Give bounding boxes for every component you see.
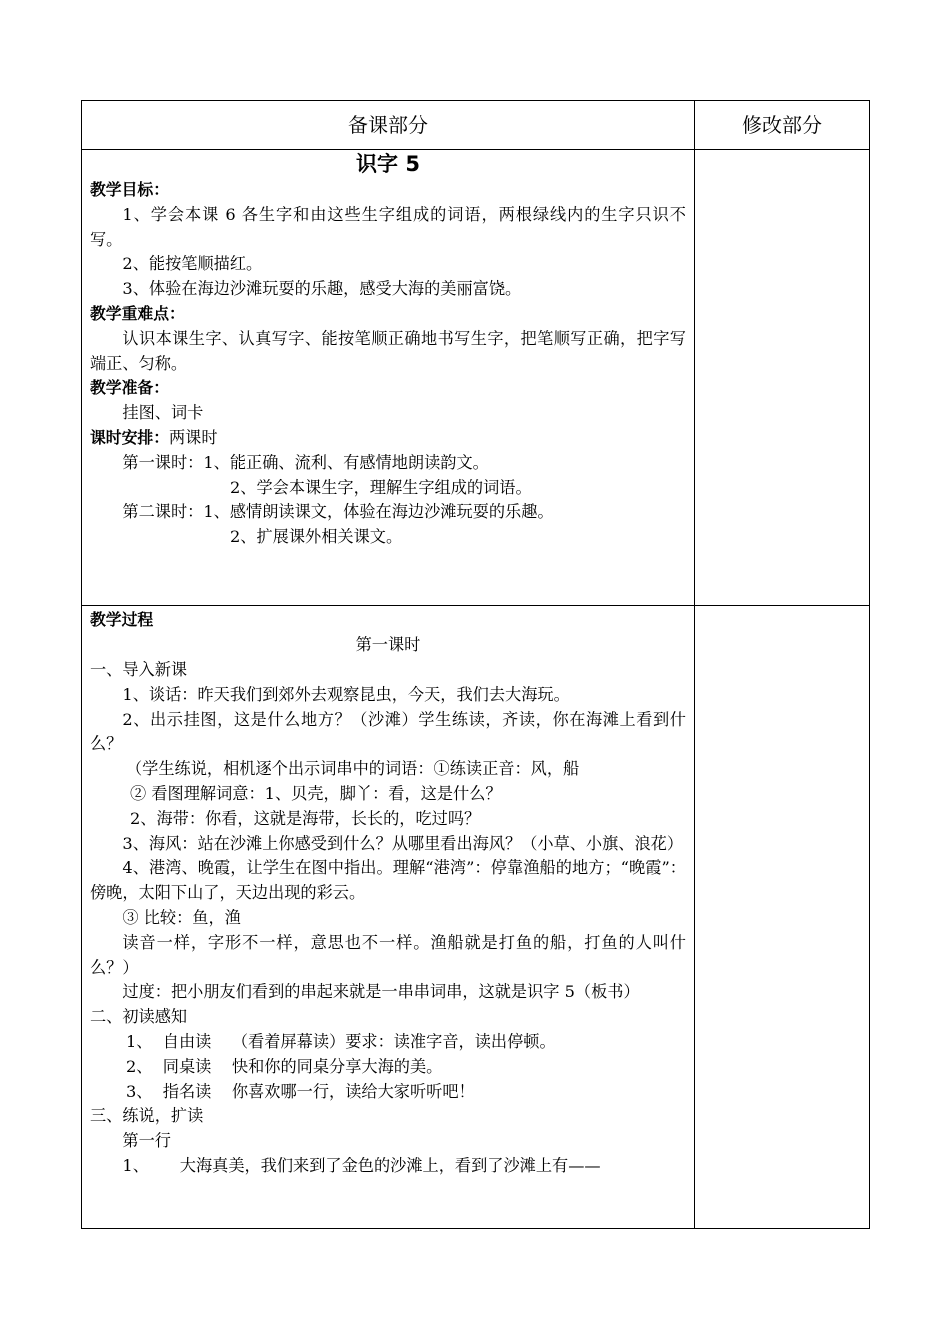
header-row	[82, 101, 870, 150]
lesson-title: 识字 5	[356, 152, 420, 177]
lesson2-goal-a: 第二课时：1、感情朗读课文，体验在海边沙滩玩耍的乐趣。	[122, 502, 554, 522]
process-row	[82, 606, 870, 1229]
part1-heading: 一、导入新课	[90, 660, 188, 680]
para-7: 4、港湾、晚霞，让学生在图中指出。理解“港湾”：停靠渔船的地方；“晚霞”：傍晚，太阳下山了，天边出现的彩云。	[90, 858, 686, 903]
header-main-cell	[82, 101, 695, 150]
para-6: 3、海风：站在沙滩上你感受到什么？从哪里看出海风？（小草、小旗、浪花）	[122, 833, 684, 853]
schedule-heading: 课时安排：	[90, 428, 169, 447]
prep-text: 挂图、词卡	[122, 403, 204, 423]
para-1: 1、谈话：昨天我们到郊外去观察昆虫，今天，我们去大海玩。	[122, 684, 570, 704]
header-side-cell	[695, 101, 870, 150]
objectives-cell	[82, 150, 695, 606]
prep-heading: 教学准备：	[90, 378, 169, 398]
lesson1-goal-a: 第一课时：1、能正确、流利、有感情地朗读韵文。	[122, 452, 489, 472]
schedule-value: 两课时	[169, 428, 218, 447]
line-one-label: 第一行	[122, 1131, 171, 1151]
process-heading: 教学过程	[90, 610, 154, 630]
schedule-line	[90, 426, 686, 451]
goals-heading: 教学目标：	[90, 180, 169, 200]
process-cell	[82, 606, 695, 1229]
header-main-label: 备课部分	[348, 113, 428, 138]
para-3: （学生练说，相机逐个出示词串中的词语：①练读正音：风，船	[126, 759, 580, 779]
lesson2-goal-b: 2、扩展课外相关课文。	[230, 527, 403, 547]
para-8: ③ 比较：鱼，渔	[122, 907, 241, 927]
para-4: ② 看图理解词意：1、贝壳，脚丫：看，这是什么？	[130, 784, 502, 803]
goal-2: 2、能按笔顺描红。	[122, 254, 263, 274]
header-side-label: 修改部分	[742, 113, 822, 138]
para-10: 过度：把小朋友们看到的串起来就是一串串词串，这就是识字 5（板书）	[122, 982, 640, 1002]
key-points-text: 认识本课生字、认真写字、能按笔顺正确地书写生字，把笔顺写正确，把字写端正、匀称。	[90, 328, 686, 373]
para-9: 读音一样，字形不一样，意思也不一样。渔船就是打鱼的船，打鱼的人叫什么？）	[90, 932, 686, 977]
part3-heading: 三、练说，扩读	[90, 1106, 204, 1126]
goal-3: 3、体验在海边沙滩玩耍的乐趣，感受大海的美丽富饶。	[122, 279, 522, 299]
revision-cell-1	[695, 150, 870, 606]
line-one-text: 1、 大海真美，我们来到了金色的沙滩上，看到了沙滩上有——	[122, 1155, 601, 1175]
goal-1: 1、学会本课 6 各生字和由这些生字组成的词语，两根绿线内的生字只识不写。	[90, 204, 686, 249]
para-2: 2、出示挂图，这是什么地方？（沙滩）学生练读，齐读，你在海滩上看到什么？	[90, 709, 686, 754]
lesson-plan-table	[81, 100, 870, 1229]
lesson-one-title: 第一课时	[355, 635, 421, 655]
para-5: 2、海带：你看，这就是海带，长长的，吃过吗？	[130, 808, 481, 828]
part2-heading: 二、初读感知	[90, 1007, 188, 1027]
read-step-1: 1、 自由读 （看着屏幕读）要求：读准字音，读出停顿。	[126, 1031, 556, 1051]
key-points-heading: 教学重难点：	[90, 304, 185, 324]
objectives-row	[82, 150, 870, 606]
read-step-2: 2、 同桌读 快和你的同桌分享大海的美。	[126, 1056, 443, 1076]
read-step-3: 3、 指名读 你喜欢哪一行，读给大家听听吧！	[126, 1081, 475, 1101]
revision-cell-2	[695, 606, 870, 1229]
lesson1-goal-b: 2、学会本课生字，理解生字组成的词语。	[230, 477, 532, 497]
